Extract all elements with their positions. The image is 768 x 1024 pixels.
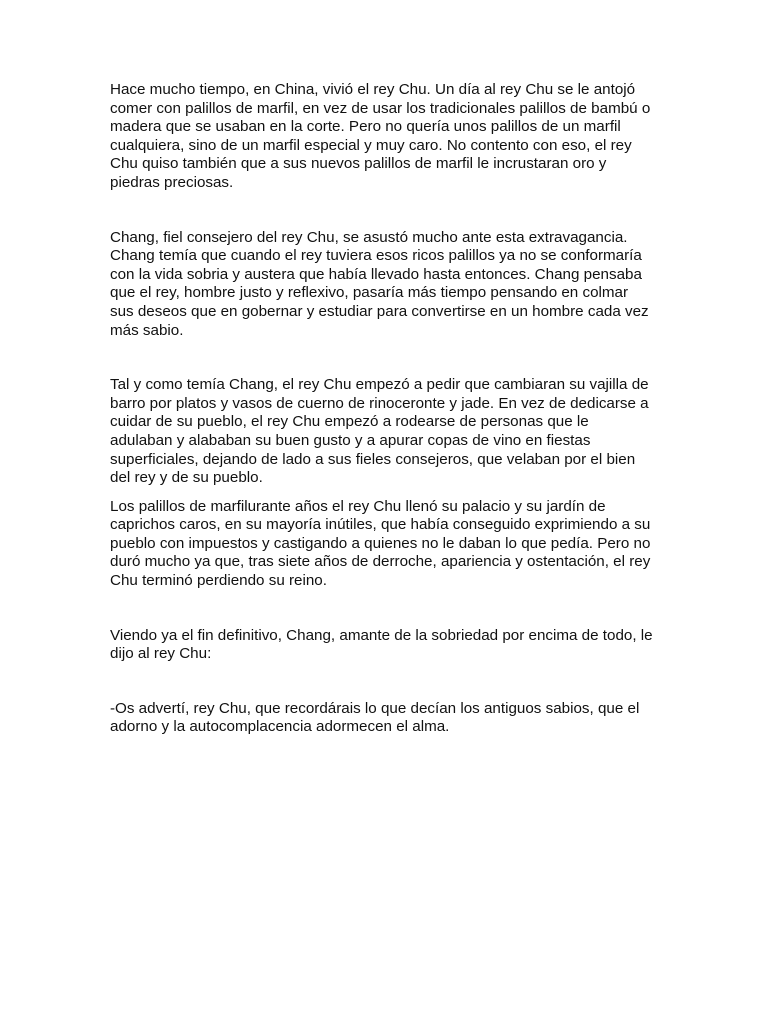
paragraph-4: Los palillos de marfilurante años el rey Chu llenó su palacio y su jardín de caprichos caros, en su mayoría inútiles, que había conseguido exprimiendo a su pueblo con impuestos y castigando a quienes no le daban lo que pedía. Pero no duró mucho ya que, tras siete años de derroche, apariencia y ostentación, el rey Chu terminó perdiendo su reino. (110, 497, 651, 590)
paragraph-6: -Os advertí, rey Chu, que recordárais lo que decían los antiguos sabios, que el adorno y la autocomplacencia adormecen el alma. (110, 699, 640, 736)
paragraph-2: Chang, fiel consejero del rey Chu, se asustó mucho ante esta extravagancia. Chang temía que cuando el rey tuviera esos ricos palillos ya no se conformaría con la vida sobria y austera que había llevado hasta entonces. Chang pensaba que el rey, hombre justo y reflexivo, pasaría más tiempo pensando en colmar sus deseos que en gobernar y estudiar para convertirse en un hombre cada vez más sabio. (110, 228, 649, 339)
paragraph-5: Viendo ya el fin definitivo, Chang, amante de la sobriedad por encima de todo, le dijo al rey Chu: (110, 626, 653, 663)
paragraph-1: Hace mucho tiempo, en China, vivió el rey Chu. Un día al rey Chu se le antojó comer con palillos de marfil, en vez de usar los tradicionales palillos de bambú o madera que se usaban en la corte. Pero no quería unos palillos de un marfil cualquiera, sino de un marfil especial y muy caro. No contento con eso, el rey Chu quiso también que a sus nuevos palillos de marfil le incrustaran oro y piedras preciosas. (110, 81, 651, 191)
paragraph-3: Tal y como temía Chang, el rey Chu empezó a pedir que cambiaran su vajilla de barro por platos y vasos de cuerno de rinoceronte y jade. En vez de dedicarse a cuidar de su pueblo, el rey Chu empezó a rodearse de personas que le adulaban y alababan su buen gusto y a apurar copas de vino en fiestas superficiales, dejando de lado a sus fieles consejeros, que velaban por el bien del rey y de su pueblo. (110, 376, 649, 487)
document-body (110, 81, 655, 737)
